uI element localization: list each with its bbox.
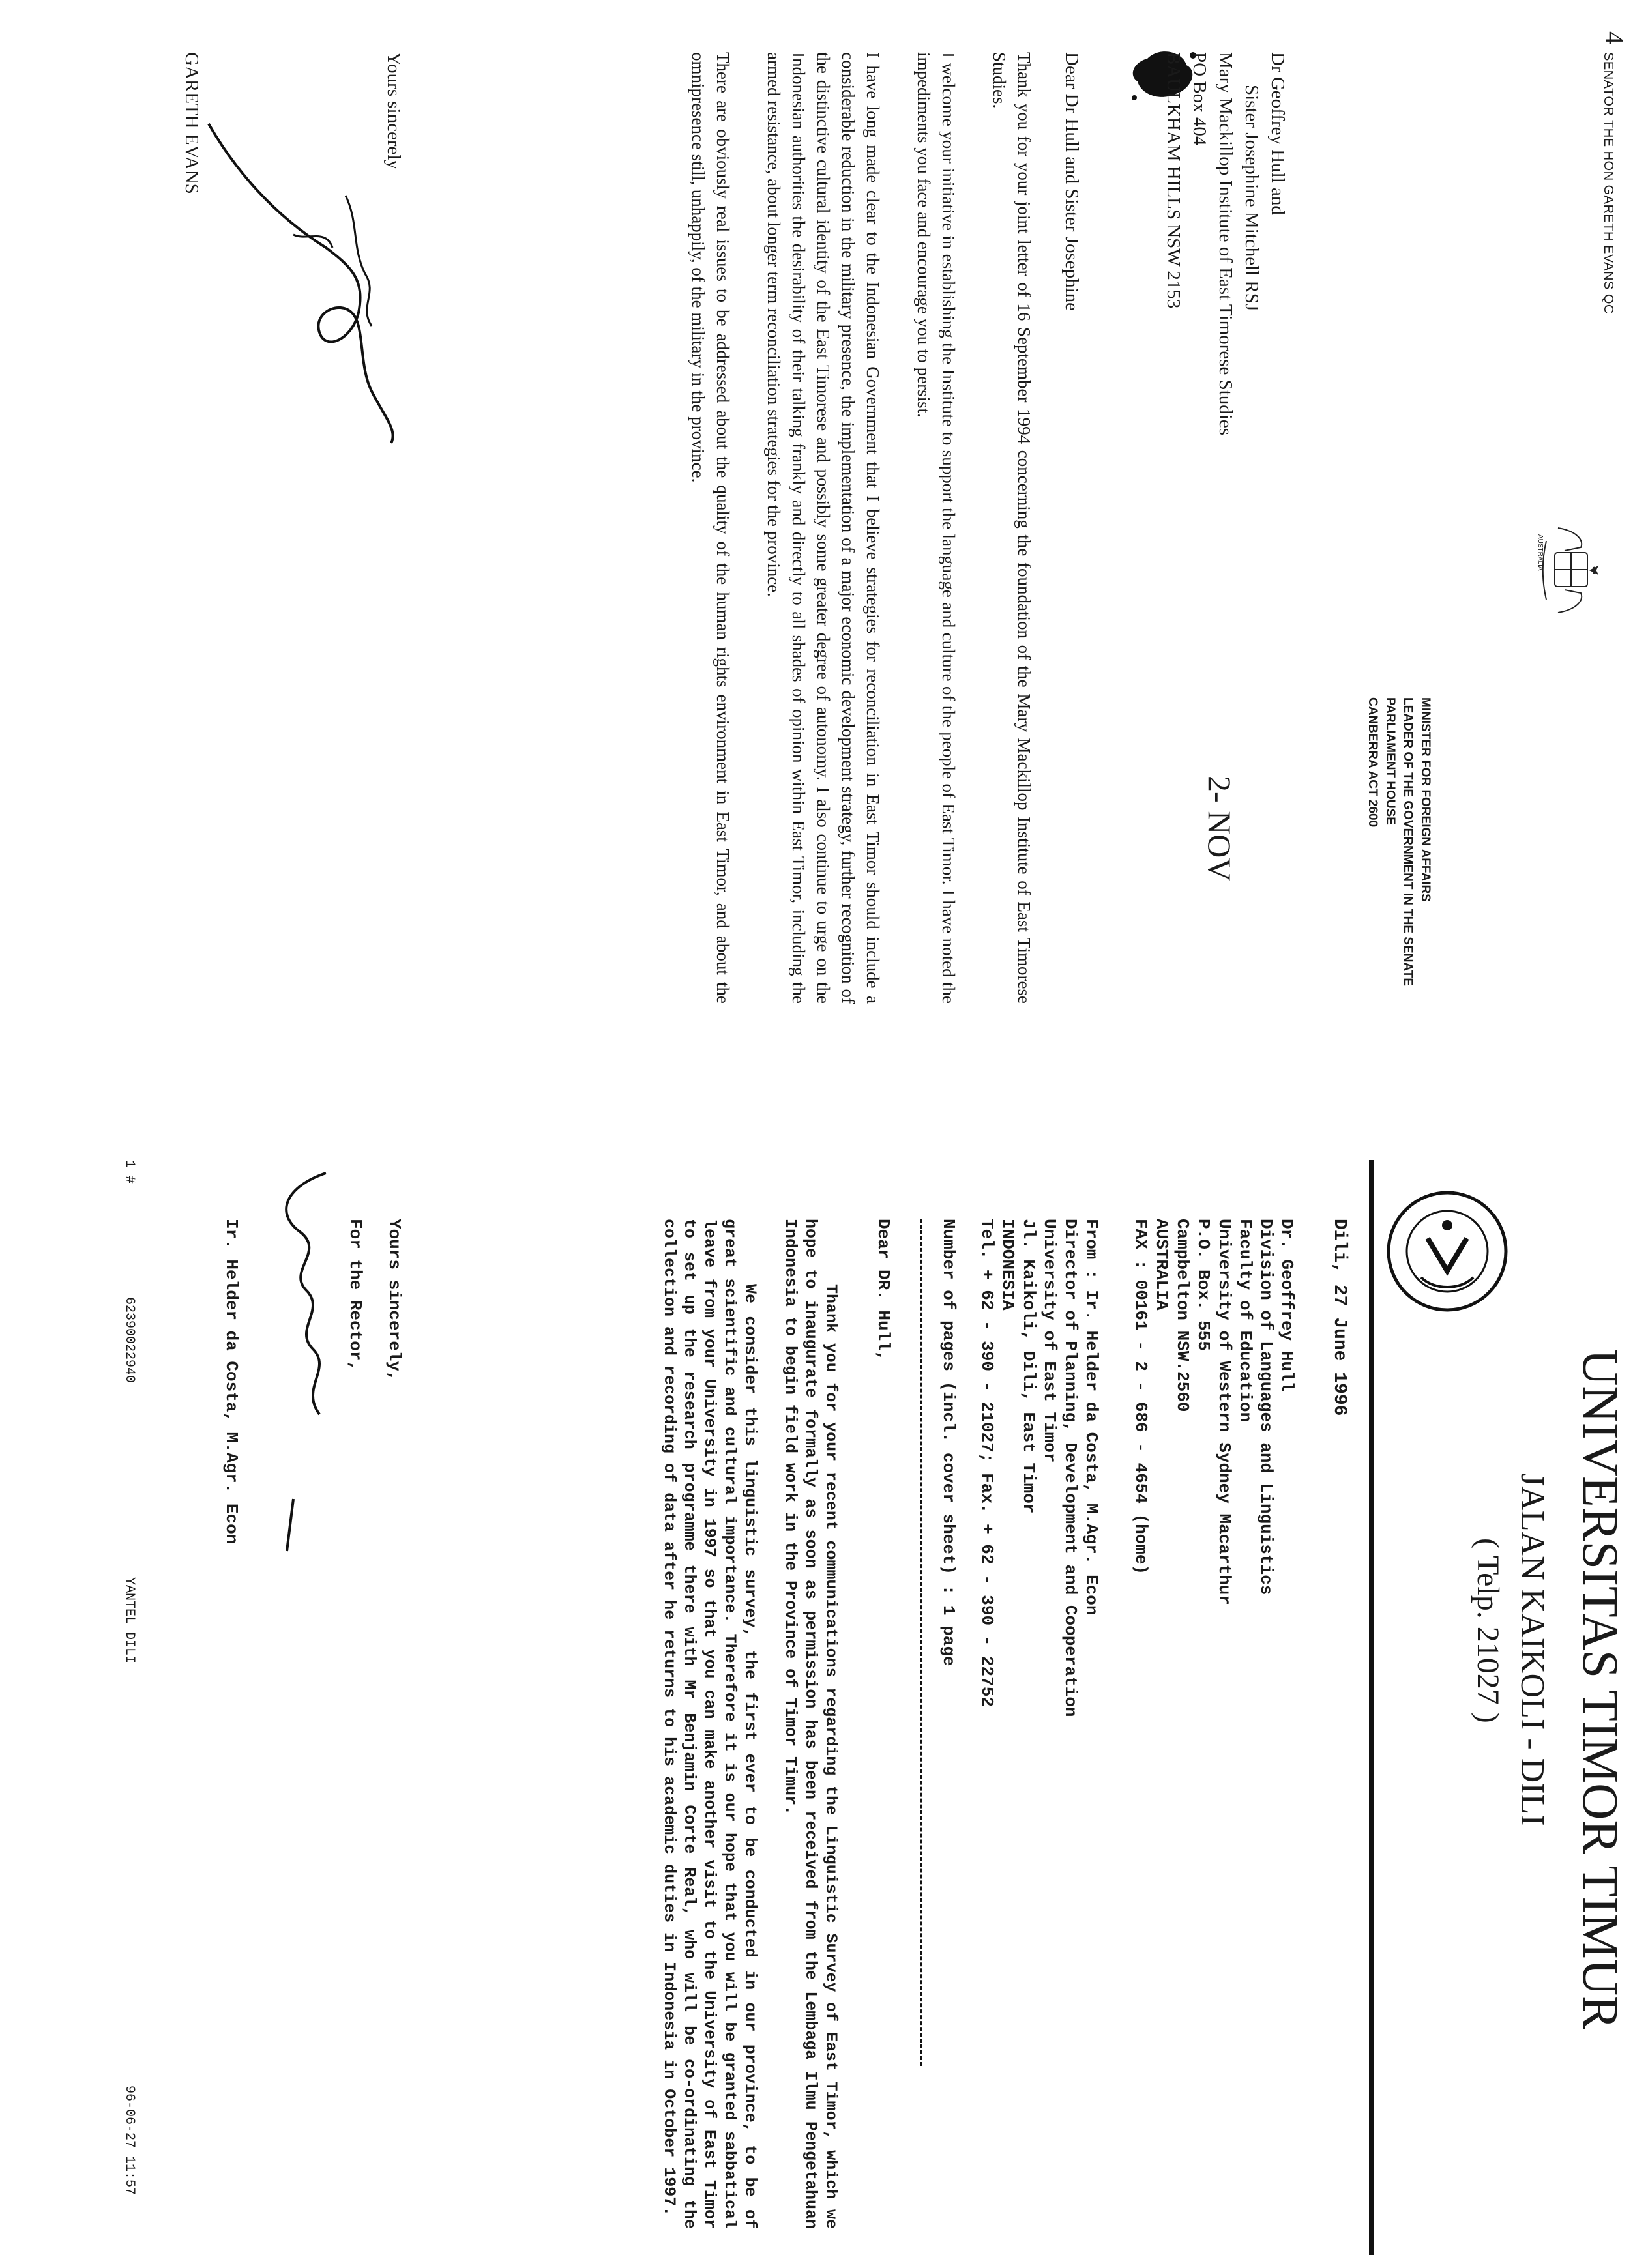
recipient-line: Mary Mackillop Institute of East Timorese Studies xyxy=(1215,52,1236,436)
minister-line: PARLIAMENT HOUSE xyxy=(1383,697,1397,825)
fax-paragraph: We consider this linguistic survey, the first ever to be conducted in our province, to be of great scientific and cultural importance. Therefore it is our hope that you will be granted sabbatical leave from your University in 1997 so that you can make another visit to the University of East Timor to set up the research programme there with Mr Benjamin Corte Real, who will be co-ordinating the collection and recording of data after he returns to his academic duties in Indonesia in October 1997. xyxy=(660,1219,759,2229)
header-rule xyxy=(1369,1160,1374,2255)
fax-closing: Yours sincerely, xyxy=(385,1219,404,1382)
recipient-line: BAULKHAM HILLS NSW 2153 xyxy=(1163,52,1184,309)
university-address: JALAN KAIKOLI - DILI xyxy=(1514,1473,1551,1826)
from-line: INDONESIA xyxy=(998,1219,1018,1311)
to-line: AUSTRALIA xyxy=(1152,1219,1171,1311)
to-line: University of Western Sydney Macarthur xyxy=(1214,1219,1234,1605)
fax-paragraph: Thank you for your recent communications regarding the Linguistic Survey of East Timor, which we hope to inaugurate formally as soon as permission has been received from the Lembaga Ilmu Pengetahuan Indonesia to begin field work in the Province of Timor Timur. xyxy=(781,1219,840,2229)
fax-for-rector: For the Rector, xyxy=(346,1219,365,1372)
senator-header: SENATOR THE HON GARETH EVANS QC xyxy=(1601,52,1615,314)
minister-line: CANBERRA ACT 2600 xyxy=(1366,697,1379,828)
university-phone: ( Telp. 21027 ) xyxy=(1471,1538,1505,1723)
fax-salutation: Dear DR. Hull, xyxy=(874,1219,893,1361)
recipient-line: PO Box 404 xyxy=(1189,52,1210,146)
from-line: University of East Timor xyxy=(1040,1219,1059,1463)
date-stamp: 2- NOV xyxy=(1201,776,1238,882)
evans-paragraph: Thank you for your joint letter of 16 September 1994 concerning the foundation of the Mary Mackillop Institute of East Timorese Studies. xyxy=(990,52,1034,1004)
university-seal-logo xyxy=(1382,1186,1512,1316)
from-line: Tel. + 62 - 390 - 21027; Fax. + 62 - 390 - 22752 xyxy=(977,1219,997,1707)
evans-signatory: GARETH EVANS xyxy=(181,52,202,194)
page-number: 4 xyxy=(1600,31,1629,44)
from-line: Jl. Kaikoli, Dili, East Timor xyxy=(1019,1219,1038,1514)
evans-paragraph: There are obviously real issues to be addressed about the quality of the human rights environment in East Timor, and about the omnipresence still, unhappily, of the military in the province. xyxy=(688,52,733,1004)
recipient-address xyxy=(1160,52,1291,435)
fax-from-block xyxy=(977,1219,1102,1717)
crest-motto: AUSTRALIA xyxy=(1537,534,1544,571)
dashed-separator xyxy=(920,1219,922,2066)
fax-sender: YANTEL DILI xyxy=(122,1577,137,1664)
from-line: Director of Planning, Development and Cooperation xyxy=(1061,1219,1080,1717)
recipient-line: Dr Geoffrey Hull and xyxy=(1267,52,1288,215)
minister-line: LEADER OF THE GOVERNMENT IN THE SENATE xyxy=(1401,697,1415,987)
evans-paragraph: I have long made clear to the Indonesian Government that I believe strategies for reconciliation in East Timor should include a considerable reduction in the military presence, the implementation of a major economic development strategy, further recognition of the distinctive cultural identity of the East Timorese and possibly some greater degree of autonomy. I also continue to urge on the Indonesian authorities the desirability of their talking frankly and directly to all shades of opinion within East Timor, including the armed resistance, about longer term reconciliation strategies for the province. xyxy=(764,52,883,1004)
evans-body xyxy=(686,52,1037,1004)
university-name: UNIVERSITAS TIMOR TIMUR xyxy=(1572,1349,1629,2029)
fax-date: Dili, 27 June 1996 xyxy=(1329,1219,1349,1416)
to-line: FAX : 00161 - 2 - 686 - 4654 (home) xyxy=(1131,1219,1151,1575)
to-line: Faculty of Education xyxy=(1235,1219,1255,1423)
evans-signature xyxy=(196,117,411,456)
fax-pages-line: Number of pages (incl. cover sheet) : 1 page xyxy=(939,1219,958,1666)
fax-body xyxy=(659,1219,841,2229)
from-line: From : Ir. Helder da Costa, M.Agr. Econ xyxy=(1082,1219,1101,1616)
fax-page-indicator: 1 # xyxy=(122,1160,137,1184)
fax-number: 62390022940 xyxy=(122,1297,137,1384)
evans-salutation: Dear Dr Hull and Sister Josephine xyxy=(1061,52,1082,312)
dacosta-signature xyxy=(248,1160,352,1564)
fax-signatory: Ir. Helder da Costa, M.Agr. Econ xyxy=(222,1219,241,1545)
to-line: Campbelton NSW.2560 xyxy=(1173,1219,1192,1412)
evans-closing: Yours sincerely xyxy=(383,52,404,169)
to-line: Division of Languages and Linguistics xyxy=(1256,1219,1276,1595)
recipient-line: Sister Josephine Mitchell RSJ xyxy=(1241,85,1262,312)
evans-paragraph: I welcome your initiative in establishing the Institute to support the language and culture of the people of East Timor. I have noted the impediments you face and encourage you to persist. xyxy=(914,52,958,1004)
to-line: Dr. Geoffrey Hull xyxy=(1277,1219,1297,1392)
to-line: P.O. Box. 555 xyxy=(1194,1219,1213,1351)
fax-timestamp: 96-06-27 11:57 xyxy=(122,2086,137,2196)
coat-of-arms-logo xyxy=(1525,515,1604,626)
fax-to-block xyxy=(1130,1219,1297,1605)
minister-line: MINISTER FOR FOREIGN AFFAIRS xyxy=(1419,697,1432,902)
minister-block xyxy=(1364,697,1434,986)
